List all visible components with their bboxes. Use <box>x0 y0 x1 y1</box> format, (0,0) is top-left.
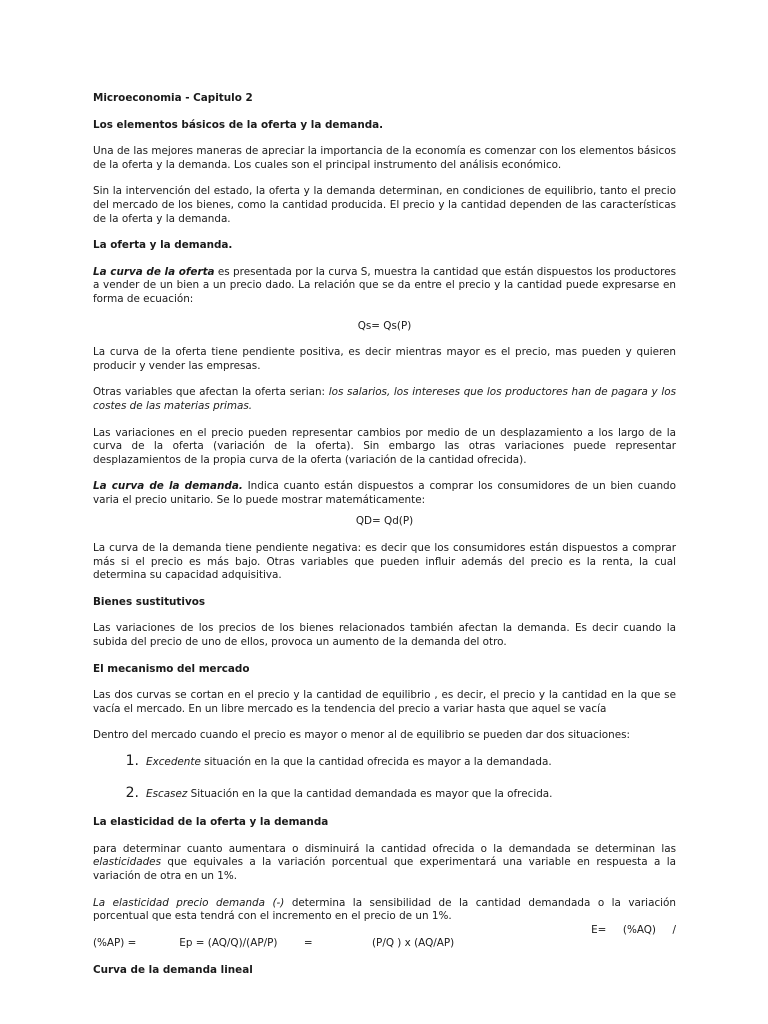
paragraph-elasticidad-precio <box>93 897 676 924</box>
elasticity-formula-row <box>93 924 676 938</box>
list-number: 2. <box>125 784 139 801</box>
paragraph-mecanismo-1: Las dos curvas se cortan en el precio y la cantidad de equilibrio , es decir, el precio y la cantidad en la que se vacía el mercado. En un libre mercado es la tendencia del precio a variar hasta que aquel se vacía <box>93 689 676 715</box>
paragraph-mecanismo-2: Dentro del mercado cuando el precio es mayor o menor al de equilibrio se pueden dar dos situaciones: <box>93 729 631 742</box>
paragraph-bienes-sustitutivos: Las variaciones de los precios de los bienes relacionados también afectan la demanda. Es decir cuando la subida del precio de uno de ellos, provoca un aumento de la demanda del otro. <box>93 622 676 649</box>
elasticity-formula-start: E= (%AQ) / <box>591 923 676 936</box>
curva-oferta-definition: es presentada por la curva S, muestra la cantidad que están dispuestos los productores a vender de un bien a un precio dado. La relación que se da entre el precio y la cantidad puede expresarse en forma de ecuación: <box>93 265 677 305</box>
curva-demanda-definition: Indica cuanto están dispuestos a comprar los consumidores de un bien cuando varia el precio unitario. Se lo puede mostrar matemáticamente: <box>93 480 676 506</box>
escasez-definition: Situación en la que la cantidad demandada es mayor que la ofrecida. <box>187 787 553 800</box>
document-body <box>93 92 676 978</box>
excedente-definition: situación en la que la cantidad ofrecida es mayor a la demandada. <box>200 756 552 768</box>
elasticidades-definition: que equivales a la variación porcentual que experimentará una variable en respuesta a la variación de otra en un 1%. <box>93 856 676 882</box>
paragraph-elasticidades <box>93 843 676 884</box>
paragraph-pendiente-demanda: La curva de la demanda tiene pendiente negativa: es decir que los consumidores están dispuestos a comprar más si el precio es más bajo. Otras variables que pueden influir además del precio es la renta, la cual determina su capacidad adquisitiva. <box>93 542 676 582</box>
section-heading-elasticidad: La elasticidad de la oferta y la demanda <box>93 816 329 829</box>
paragraph-intro-1: Una de las mejores maneras de apreciar la importancia de la economía es comenzar con los elementos básicos de la oferta y la demanda. Los cuales son el principal instrumento del análisis económico. <box>93 145 676 171</box>
list-text <box>146 756 552 770</box>
section-heading-mecanismo-mercado: El mecanismo del mercado <box>93 662 250 675</box>
list-item-escasez <box>93 784 676 802</box>
list-text <box>146 788 552 802</box>
section-heading-bienes-sustitutivos: Bienes sustitutivos <box>93 595 206 608</box>
term-elasticidad-precio-demanda: La elasticidad precio demanda (-) <box>93 896 285 909</box>
elasticity-formula: (%AP) = Ep = (AQ/Q)/(AP/P) = (P/Q ) x (AQ/AP) <box>93 937 455 950</box>
elasticidad-precio-definition: determina la sensibilidad de la cantidad demandada o la variación porcentual que esta tendrá con el incremento en el precio de un 1%. <box>93 896 676 923</box>
equation-demanda: QD= Qd(P) <box>355 515 414 528</box>
paragraph-curva-oferta <box>93 266 676 307</box>
paragraph-variaciones-precio: Las variaciones en el precio pueden representar cambios por medio de un desplazamiento a los largo de la curva de la oferta (variación de la oferta). Sin embargo las otras variaciones puede representar desplazamientos de la propia curva de la oferta (variación de la cantidad ofrecida). <box>93 426 676 466</box>
variables-oferta-lead: Otras variables que afectan la oferta serian: <box>93 386 329 399</box>
paragraph-pendiente-oferta: La curva de la oferta tiene pendiente positiva, es decir mientras mayor es el precio, mas pueden y quieren producir y vender las empresas. <box>93 346 676 372</box>
paragraph-curva-demanda <box>93 480 676 507</box>
equation-oferta: Qs= Qs(P) <box>357 319 412 332</box>
list-item-excedente <box>93 755 676 770</box>
term-elasticidades: elasticidades <box>93 856 161 869</box>
term-curva-demanda: La curva de la demanda. <box>93 480 243 493</box>
section-heading-demanda-lineal: Curva de la demanda lineal <box>93 963 253 976</box>
term-escasez: Escasez <box>146 787 188 800</box>
paragraph-intro-2: Sin la intervención del estado, la oferta y la demanda determinan, en condiciones de equilibrio, tanto el precio del mercado de los bienes, como la cantidad producida. El precio y la cantidad dependen de las características de la oferta y la demanda. <box>93 185 676 225</box>
section-heading-oferta-demanda: La oferta y la demanda. <box>93 239 233 252</box>
section-heading-elementos: Los elementos básicos de la oferta y la demanda. <box>93 118 384 131</box>
variables-oferta-list: los salarios, los intereses que los productores han de pagara y los costes de las materias primas. <box>93 386 676 412</box>
elasticidades-lead: para determinar cuanto aumentara o disminuirá la cantidad ofrecida o la demandada se determinan las <box>93 842 676 855</box>
list-number: 1. <box>125 753 139 769</box>
document-title: Microeconomia - Capitulo 2 <box>93 92 253 104</box>
term-excedente: Excedente <box>146 756 201 768</box>
term-curva-oferta: La curva de la oferta <box>93 265 215 278</box>
paragraph-variables-oferta <box>93 386 676 413</box>
